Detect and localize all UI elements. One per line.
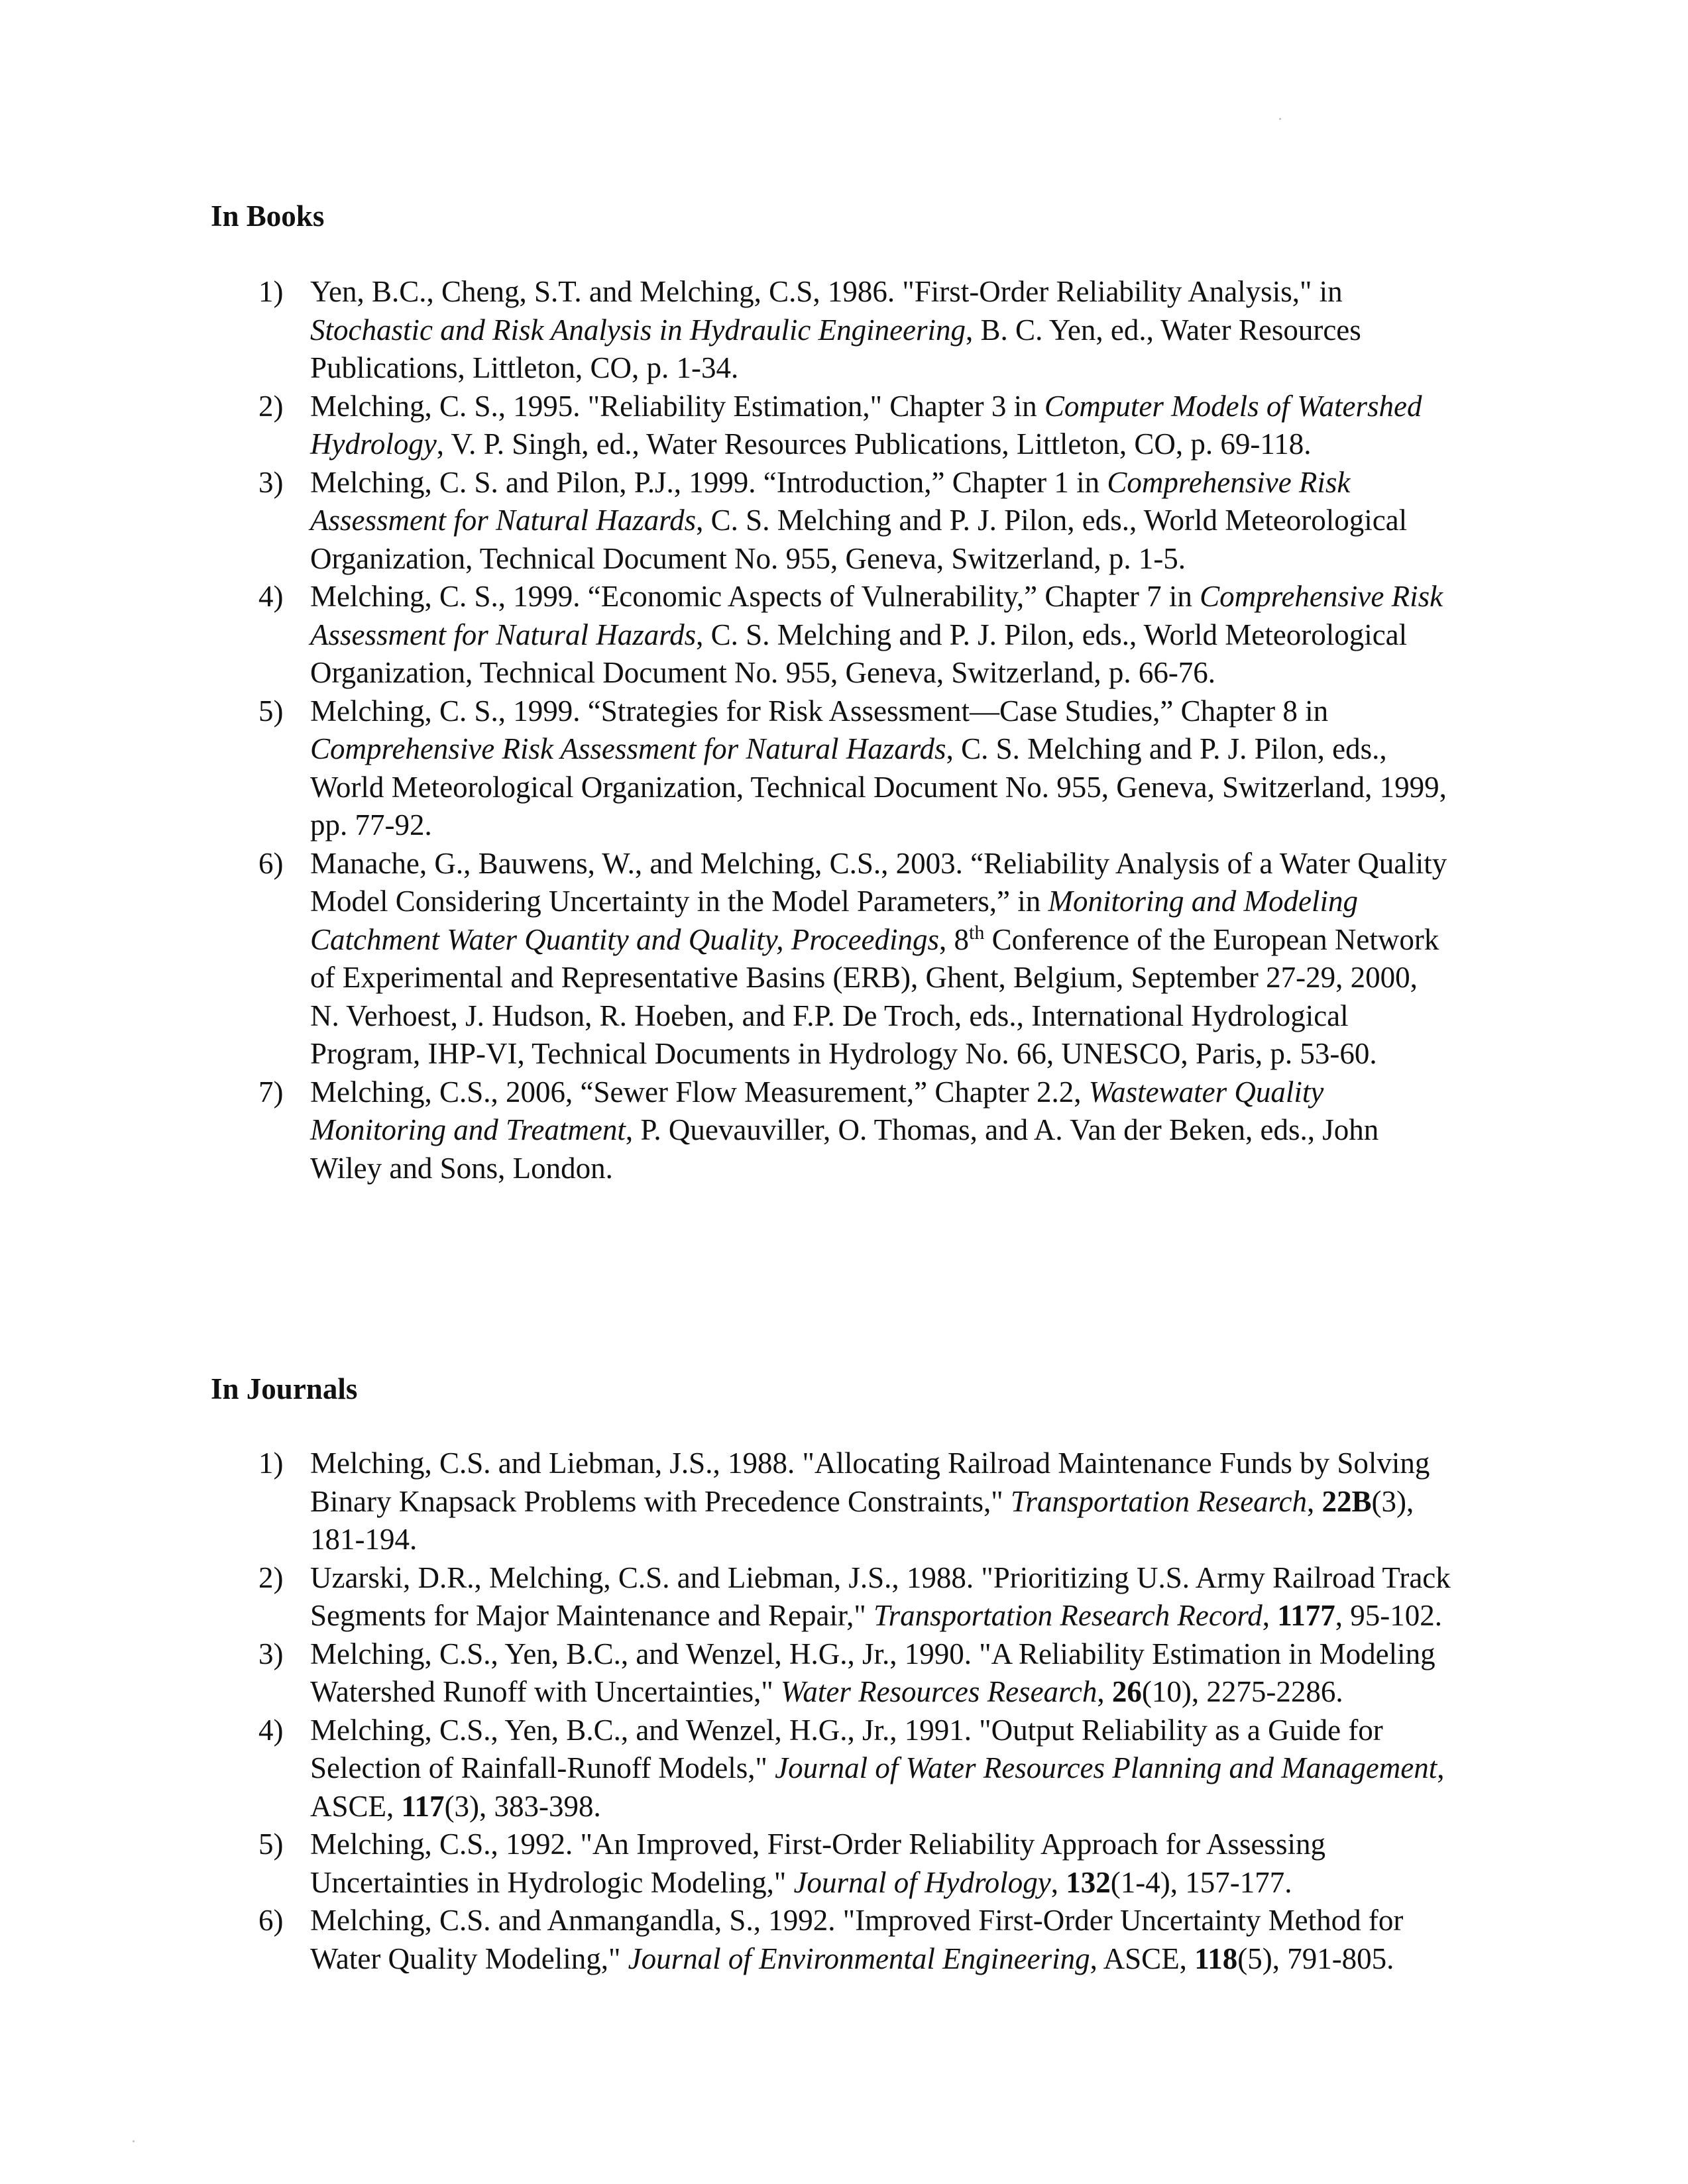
- reference-number: 2): [258, 1560, 284, 1594]
- reference-item: [0, 1902, 1451, 1978]
- reference-item: [0, 1826, 1451, 1902]
- reference-text: [310, 694, 1447, 842]
- reference-item: [0, 1073, 1451, 1188]
- reference-title-italic: Journal of Hydrology: [793, 1865, 1051, 1899]
- reference-volume-bold: 26: [1111, 1675, 1142, 1708]
- reference-volume-bold: 22B: [1322, 1484, 1372, 1518]
- reference-text-run: Melching, C.S. and Anmangandla, S., 1992. "Improved First-Order Uncertainty Method for Water Quality Modeling,": [310, 1904, 1404, 1975]
- ordinal-superscript: th: [969, 921, 985, 944]
- reference-number: 5): [258, 1828, 284, 1861]
- reference-text-run: Melching, C. S., 1999. “Economic Aspects of Vulnerability,” Chapter 7 in: [310, 580, 1200, 613]
- reference-text: [310, 390, 1422, 461]
- reference-text: [310, 1904, 1403, 1975]
- reference-item: [0, 845, 1451, 1073]
- reference-text-run: ,: [1262, 1599, 1278, 1632]
- reference-volume-bold: 1177: [1277, 1599, 1335, 1632]
- reference-text-run: (1-4), 157-177.: [1110, 1865, 1292, 1899]
- reference-text-run: (5), 791-805.: [1237, 1941, 1394, 1975]
- reference-text-run: Melching, C.S., 2006, “Sewer Flow Measurement,” Chapter 2.2,: [310, 1075, 1089, 1109]
- reference-title-italic: Comprehensive Risk Assessment for Natural Hazards: [310, 732, 946, 765]
- reference-item: [0, 1445, 1451, 1559]
- reference-item: [0, 464, 1451, 578]
- reference-title-italic: Comprehensive Risk Assessment for Natural Hazards: [310, 465, 1351, 537]
- scan-speck: [1279, 118, 1281, 120]
- reference-text-run: Uzarski, D.R., Melching, C.S. and Liebman, J.S., 1988. "Prioritizing U.S. Army Railroad Track Segments for Major Maintenance and Repair,": [310, 1560, 1451, 1632]
- reference-number: 6): [258, 846, 284, 880]
- reference-title-italic: Transportation Research Record: [873, 1599, 1263, 1632]
- reference-text-run: Melching, C.S., Yen, B.C., and Wenzel, H.G., Jr., 1990. "A Reliability Estimation in Modeling Watershed Runoff with Uncertainties,": [310, 1637, 1435, 1708]
- reference-text-run: (3), 181-194.: [310, 1484, 1414, 1556]
- reference-text: [310, 1828, 1325, 1899]
- reference-text-run: , C. S. Melching and P. J. Pilon, eds., World Meteorological Organization, Technical Document No. 955, Geneva, Switzerland, p. 1-5.: [310, 504, 1408, 575]
- reference-text-run: ,: [1307, 1484, 1322, 1518]
- reference-text: [310, 847, 1447, 1071]
- reference-title-italic: Water Resources Research: [780, 1675, 1097, 1708]
- reference-volume-bold: 132: [1066, 1865, 1111, 1899]
- reference-title-italic: Journal of Water Resources Planning and Management: [775, 1751, 1437, 1784]
- reference-text-run: Melching, C. S., 1995. "Reliability Estimation," Chapter 3 in: [310, 389, 1044, 423]
- reference-title-italic: Comprehensive Risk Assessment for Natural Hazards: [310, 580, 1443, 651]
- reference-text-run: Melching, C. S., 1999. “Strategies for Risk Assessment—Case Studies,” Chapter 8 in: [310, 694, 1329, 728]
- reference-number: 3): [258, 465, 284, 499]
- section-heading-books: In Books: [211, 199, 325, 233]
- reference-text: [310, 275, 1361, 384]
- reference-text-run: (10), 2275-2286.: [1141, 1675, 1343, 1708]
- reference-volume-bold: 118: [1194, 1941, 1238, 1975]
- reference-item: [0, 578, 1451, 692]
- scan-speck: [133, 2140, 135, 2142]
- reference-text-run: , B. C. Yen, ed., Water Resources Publications, Littleton, CO, p. 1-34.: [310, 313, 1361, 384]
- reference-item: [0, 1559, 1451, 1635]
- reference-title-italic: Journal of Environmental Engineering: [628, 1941, 1090, 1975]
- journals-reference-list: [0, 1445, 1688, 1978]
- reference-title-italic: Computer Models of Watershed Hydrology: [310, 389, 1422, 461]
- reference-volume-bold: 117: [401, 1789, 445, 1823]
- reference-text-run: Melching, C.S., 1992. "An Improved, First-Order Reliability Approach for Assessing Uncertainties in Hydrologic Modeling,": [310, 1828, 1325, 1899]
- reference-text-run: , ASCE,: [1090, 1941, 1195, 1975]
- reference-text: [310, 1447, 1430, 1556]
- reference-number: 2): [258, 389, 284, 423]
- reference-number: 1): [258, 1447, 284, 1480]
- reference-text: [310, 580, 1443, 689]
- reference-text-run: , V. P. Singh, ed., Water Resources Publications, Littleton, CO, p. 69-118.: [436, 427, 1312, 461]
- reference-title-italic: Monitoring and Modeling Catchment Water Quantity and Quality, Proceedings: [310, 885, 1358, 956]
- reference-text-run: (3), 383-398.: [444, 1789, 601, 1823]
- reference-text-run: Manache, G., Bauwens, W., and Melching, C.S., 2003. “Reliability Analysis of a Water Quality Model Considering Uncertainty in the Model Parameters,” in: [310, 846, 1447, 918]
- reference-text-run: ,: [1050, 1865, 1066, 1899]
- reference-item: [0, 1712, 1451, 1826]
- reference-title-italic: Wastewater Quality Monitoring and Treatment: [310, 1075, 1324, 1146]
- reference-text-run: Melching, C. S. and Pilon, P.J., 1999. “Introduction,” Chapter 1 in: [310, 465, 1107, 499]
- reference-text: [310, 1714, 1444, 1823]
- reference-text-run: , C. S. Melching and P. J. Pilon, eds., World Meteorological Organization, Technical Document No. 955, Geneva, Switzerland, p. 66-76.: [310, 618, 1408, 689]
- reference-text-run: ,: [1097, 1675, 1112, 1708]
- reference-number: 4): [258, 1713, 284, 1747]
- reference-item: [0, 1635, 1451, 1712]
- reference-text-run: Yen, B.C., Cheng, S.T. and Melching, C.S, 1986. "First-Order Reliability Analysis," in: [310, 275, 1343, 308]
- reference-text-run: Melching, C.S. and Liebman, J.S., 1988. "Allocating Railroad Maintenance Funds by Solving Binary Knapsack Problems with Precedence Constraints,": [310, 1447, 1430, 1518]
- reference-text-run: , 8: [939, 922, 970, 956]
- reference-text: [310, 466, 1407, 575]
- reference-number: 6): [258, 1904, 284, 1937]
- reference-number: 1): [258, 275, 284, 308]
- reference-title-italic: Transportation Research: [1010, 1484, 1307, 1518]
- reference-item: [0, 388, 1451, 464]
- books-reference-list: [0, 273, 1688, 1187]
- reference-text-run: , ASCE,: [310, 1751, 1445, 1823]
- reference-text: [310, 1561, 1451, 1633]
- reference-text-run: , 95-102.: [1335, 1599, 1442, 1632]
- reference-text-run: , P. Quevauviller, O. Thomas, and A. Van der Beken, eds., John Wiley and Sons, London.: [310, 1113, 1379, 1185]
- reference-number: 7): [258, 1075, 284, 1109]
- reference-item: [0, 273, 1451, 388]
- reference-title-italic: Stochastic and Risk Analysis in Hydraulic Engineering: [310, 313, 966, 347]
- reference-text: [310, 1075, 1379, 1185]
- reference-number: 5): [258, 694, 284, 728]
- reference-number: 4): [258, 580, 284, 613]
- reference-item: [0, 692, 1451, 845]
- section-heading-journals: In Journals: [211, 1372, 358, 1405]
- reference-number: 3): [258, 1637, 284, 1670]
- reference-text-run: , C. S. Melching and P. J. Pilon, eds., World Meteorological Organization, Technical Document No. 955, Geneva, Switzerland, 1999, pp. 77-92.: [310, 732, 1447, 842]
- reference-text-run: Melching, C.S., Yen, B.C., and Wenzel, H.G., Jr., 1991. "Output Reliability as a Guide for Selection of Rainfall-Runoff Models,": [310, 1713, 1383, 1784]
- reference-text-run: Conference of the European Network of Experimental and Representative Basins (ERB), Ghent, Belgium, September 27-29, 2000, N. Verhoest, J. Hudson, R. Hoeben, and F.P. De Troch, eds., International Hydrological Program, IHP-VI, Technical Documents in Hydrology No. 66, UNESCO, Paris, p. 53-60.: [310, 922, 1439, 1070]
- reference-text: [310, 1637, 1435, 1709]
